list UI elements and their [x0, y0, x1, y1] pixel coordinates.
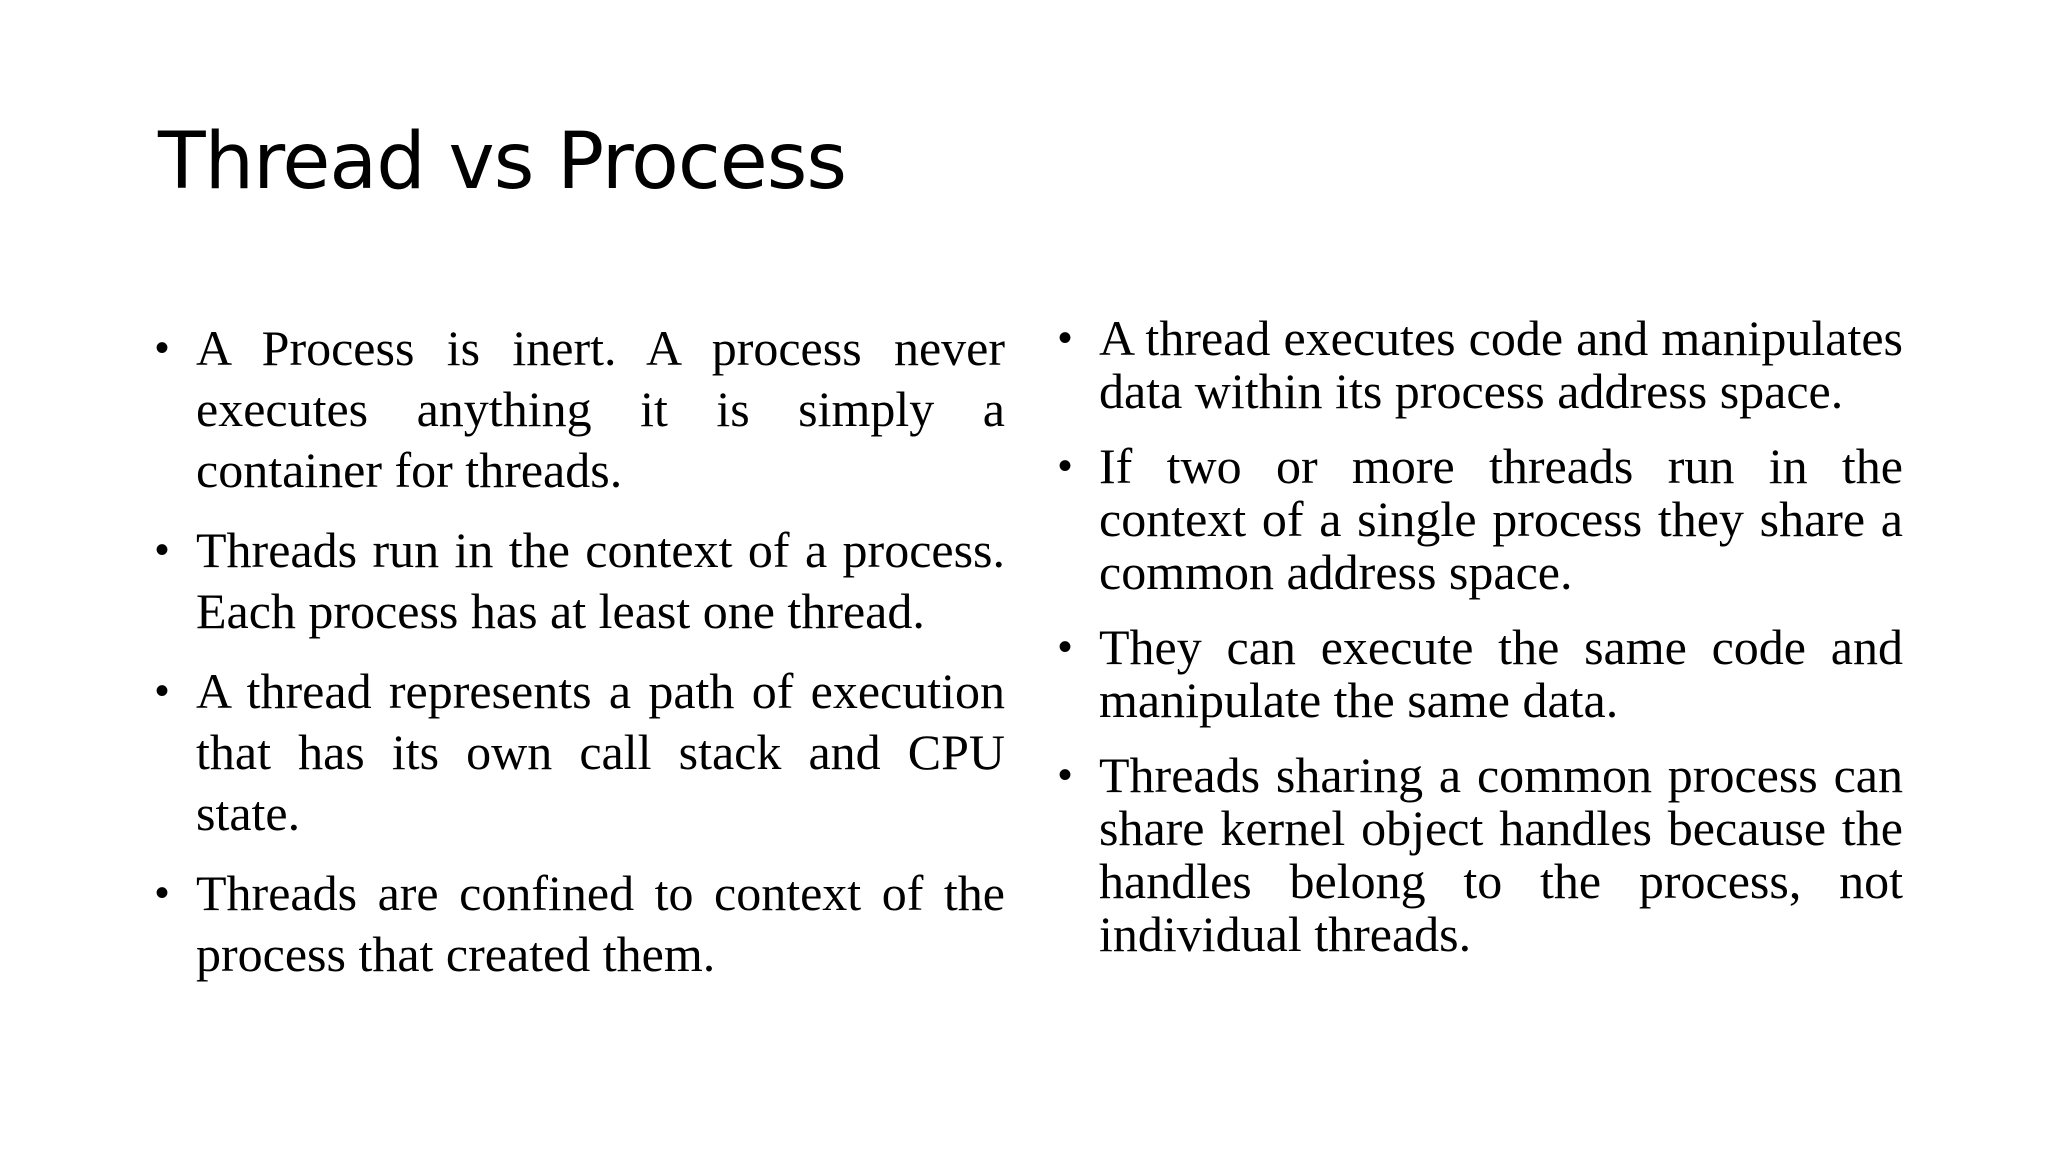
- bullet-icon: •: [1058, 753, 1073, 797]
- bullet-text: If two or more threads run in the context of a single process they share a common address space.: [1099, 438, 1903, 600]
- bullet-icon: •: [155, 528, 170, 572]
- bullet-item: [155, 661, 1005, 844]
- bullet-item: [1058, 440, 1903, 599]
- bullet-text: Threads run in the context of a process. Each process has at least one thread.: [196, 522, 1005, 639]
- bullet-icon: •: [1058, 444, 1073, 488]
- bullet-icon: •: [1058, 316, 1073, 360]
- slide-title: Thread vs Process: [158, 117, 847, 207]
- bullet-item: [1058, 312, 1903, 418]
- bullet-text: Threads sharing a common process can share kernel object handles because the handles belong to the process, not individual threads.: [1099, 747, 1903, 962]
- bullet-item: [155, 318, 1005, 501]
- bullet-text: A Process is inert. A process never executes anything it is simply a container for threads.: [196, 320, 1005, 498]
- bullet-text: A thread represents a path of execution that has its own call stack and CPU state.: [196, 663, 1005, 841]
- right-bullet-list: [1058, 312, 1903, 983]
- bullet-text: A thread executes code and manipulates data within its process address space.: [1099, 310, 1903, 419]
- bullet-icon: •: [155, 871, 170, 915]
- bullet-icon: •: [1058, 625, 1073, 669]
- bullet-text: They can execute the same code and manipulate the same data.: [1099, 619, 1903, 728]
- bullet-item: [1058, 621, 1903, 727]
- bullet-icon: •: [155, 669, 170, 713]
- bullet-item: [155, 863, 1005, 985]
- bullet-item: [155, 520, 1005, 642]
- left-bullet-list: [155, 318, 1005, 1004]
- bullet-item: [1058, 749, 1903, 961]
- bullet-text: Threads are confined to context of the process that created them.: [196, 865, 1005, 982]
- bullet-icon: •: [155, 326, 170, 370]
